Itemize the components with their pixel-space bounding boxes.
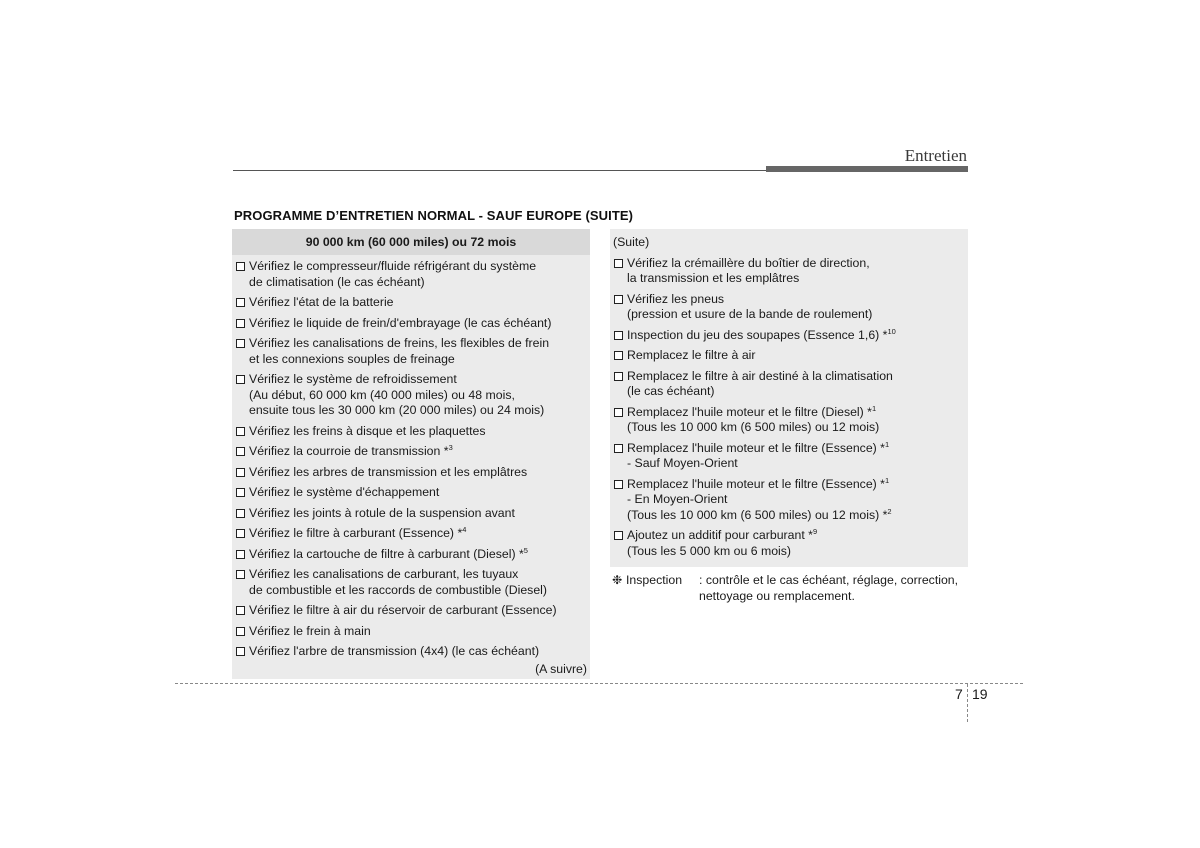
footer-divider — [967, 684, 968, 722]
suite-label: (Suite) — [613, 235, 650, 249]
checklist-item-text — [627, 384, 964, 400]
checklist-line: - En Moyen-Orient — [627, 492, 728, 506]
checkbox-icon — [614, 351, 623, 360]
checkbox-icon — [614, 444, 623, 453]
checklist-item-text — [627, 405, 964, 421]
checklist-line: Vérifiez le liquide de frein/d'embrayage (le cas échéant) — [249, 315, 552, 330]
checklist-line: (Tous les 10 000 km (6 500 miles) ou 12 mois) — [627, 420, 880, 434]
checkbox-icon — [236, 298, 245, 307]
checkbox-icon — [236, 570, 245, 579]
inspection-note — [612, 573, 958, 604]
checklist-item — [232, 444, 590, 460]
checkbox-icon — [614, 372, 623, 381]
checklist-item — [232, 506, 590, 522]
checklist-item-text — [249, 424, 586, 440]
checklist-item — [232, 336, 590, 367]
checklist-item-text — [249, 316, 586, 332]
note-text-line2: nettoyage ou remplacement. — [699, 588, 855, 603]
checklist-line: Vérifiez la cartouche de filtre à carburant (Diesel) * — [249, 546, 524, 561]
checklist-line: Vérifiez le frein à main — [249, 623, 371, 638]
checklist-item-text — [627, 420, 964, 436]
chapter-number: 7 — [955, 686, 963, 702]
checklist-item-text — [249, 526, 586, 542]
checkbox-icon — [236, 468, 245, 477]
checklist-item — [610, 328, 968, 344]
checklist-line: Vérifiez le système de refroidissement — [249, 372, 457, 386]
checklist-item — [232, 485, 590, 501]
checklist-item — [232, 295, 590, 311]
checklist-item-text — [249, 547, 586, 563]
checklist-item-text — [249, 336, 586, 352]
footnote-marker: 1 — [871, 403, 877, 413]
checklist-item — [232, 259, 590, 290]
checklist-item-text — [627, 292, 964, 308]
checklist-line: (pression et usure de la bande de roulement) — [627, 307, 873, 321]
checklist-item-text — [249, 465, 586, 481]
checkbox-icon — [614, 295, 623, 304]
checklist-item — [232, 465, 590, 481]
footnote-marker: 2 — [887, 506, 892, 516]
checklist-item — [610, 405, 968, 436]
footnote-marker: 5 — [523, 545, 528, 555]
checklist-item — [610, 256, 968, 287]
checklist-line: Vérifiez la courroie de transmission * — [249, 444, 449, 458]
checkbox-icon — [236, 375, 245, 384]
checklist-item — [610, 441, 968, 472]
checklist-item-text — [249, 644, 586, 660]
checklist-item-text — [627, 441, 964, 457]
checklist-item-text — [249, 567, 586, 583]
footnote-marker: 1 — [884, 475, 890, 485]
checklist-line: Vérifiez l'arbre de transmission (4x4) (le cas échéant) — [249, 644, 540, 658]
checklist-line: Vérifiez les freins à disque et les plaquettes — [249, 423, 486, 438]
checklist-item-text — [249, 372, 586, 388]
checklist-item-text — [627, 348, 964, 364]
checklist-item — [610, 528, 968, 559]
checklist-line: Vérifiez les arbres de transmission et les emplâtres — [249, 464, 528, 479]
checkbox-icon — [236, 427, 245, 436]
checklist-line: - Sauf Moyen-Orient — [627, 456, 738, 470]
checklist-line: la transmission et les emplâtres — [627, 271, 800, 285]
checklist-line: Remplacez l'huile moteur et le filtre (Essence) * — [627, 440, 885, 455]
checklist-item-text — [627, 456, 964, 472]
checklist-line: Remplacez le filtre à air — [627, 348, 756, 362]
checklist-line: de climatisation (le cas échéant) — [249, 274, 425, 289]
checkbox-icon — [236, 606, 245, 615]
checklist-item-text — [627, 508, 964, 524]
right-checklist — [610, 256, 968, 560]
checklist-line: (Tous les 10 000 km (6 500 miles) ou 12 mois) * — [627, 507, 888, 522]
checklist-item-text — [627, 477, 964, 493]
checklist-line: de combustible et les raccords de combustible (Diesel) — [249, 582, 547, 597]
checklist-item-text — [249, 485, 586, 501]
checklist-item-text — [249, 295, 586, 311]
checklist-item-text — [627, 492, 964, 508]
left-column-heading: 90 000 km (60 000 miles) ou 72 mois — [232, 229, 590, 255]
checklist-item-text — [249, 583, 586, 599]
checklist-item-text — [249, 388, 586, 404]
checkbox-icon — [236, 550, 245, 559]
checklist-item-text — [249, 603, 586, 619]
checklist-item-text — [627, 328, 964, 344]
checkbox-icon — [614, 408, 623, 417]
left-column — [232, 229, 590, 679]
checklist-line: Remplacez le filtre à air destiné à la climatisation — [627, 368, 893, 383]
checklist-item-text — [627, 369, 964, 385]
checklist-line: Vérifiez le filtre à carburant (Essence) * — [249, 526, 463, 540]
checklist-item-text — [627, 307, 964, 323]
checklist-item — [610, 348, 968, 364]
checkbox-icon — [614, 531, 623, 540]
checklist-item — [232, 547, 590, 563]
footnote-marker: 10 — [887, 326, 896, 336]
checklist-item-text — [249, 352, 586, 368]
footnote-marker: 1 — [884, 439, 890, 449]
checklist-item-text — [627, 271, 964, 287]
checklist-item-text — [249, 444, 586, 460]
header-rule-accent — [766, 166, 968, 172]
checklist-item — [232, 567, 590, 598]
checklist-line: Vérifiez les pneus — [627, 291, 725, 306]
checklist-line: ensuite tous les 30 000 km (20 000 miles) ou 24 mois) — [249, 403, 545, 417]
checklist-line: Remplacez l'huile moteur et le filtre (Diesel) * — [627, 404, 872, 419]
checklist-item — [232, 372, 590, 419]
note-symbol: ❉ — [612, 573, 623, 587]
checklist-line: Vérifiez le système d'échappement — [249, 485, 440, 499]
checklist-line: Vérifiez la crémaillère du boîtier de direction, — [627, 255, 870, 270]
checklist-item-text — [249, 624, 586, 640]
checklist-item-text — [249, 506, 586, 522]
page-number: 19 — [972, 686, 988, 702]
checklist-item — [610, 292, 968, 323]
chapter-header-title: Entretien — [904, 146, 967, 165]
checklist-item — [232, 316, 590, 332]
checklist-line: (Tous les 5 000 km ou 6 mois) — [627, 543, 792, 558]
checkbox-icon — [236, 627, 245, 636]
right-column — [610, 229, 968, 567]
checklist-line: (Au début, 60 000 km (40 000 miles) ou 48 mois, — [249, 387, 515, 402]
checklist-item-text — [249, 403, 586, 419]
checklist-line: Vérifiez le filtre à air du réservoir de carburant (Essence) — [249, 603, 557, 617]
checkbox-icon — [236, 339, 245, 348]
checkbox-icon — [614, 259, 623, 268]
checklist-line: et les connexions souples de freinage — [249, 351, 455, 366]
continue-label: (A suivre) — [535, 661, 587, 676]
section-title: PROGRAMME D’ENTRETIEN NORMAL - SAUF EUROPE (SUITE) — [234, 208, 634, 223]
checkbox-icon — [614, 480, 623, 489]
checklist-line: (le cas échéant) — [627, 384, 715, 398]
checklist-item-text — [627, 544, 964, 560]
checklist-item-text — [249, 275, 586, 291]
checkbox-icon — [236, 319, 245, 328]
checkbox-icon — [236, 509, 245, 518]
checklist-item — [232, 424, 590, 440]
note-label: Inspection — [626, 573, 683, 587]
checkbox-icon — [236, 529, 245, 538]
footer-rule — [175, 683, 1023, 684]
checklist-item — [610, 477, 968, 524]
footnote-marker: 9 — [812, 526, 818, 536]
checklist-line: Vérifiez les joints à rotule de la suspension avant — [249, 505, 515, 520]
left-checklist — [232, 259, 590, 660]
checklist-line: Remplacez l'huile moteur et le filtre (Essence) * — [627, 476, 885, 491]
checklist-item — [232, 624, 590, 640]
checklist-line: Inspection du jeu des soupapes (Essence 1,6) * — [627, 327, 888, 342]
checklist-line: Vérifiez le compresseur/fluide réfrigérant du système — [249, 259, 537, 273]
checklist-line: Vérifiez les canalisations de freins, les flexibles de frein — [249, 336, 550, 350]
checkbox-icon — [236, 262, 245, 271]
checklist-line: Vérifiez l'état de la batterie — [249, 295, 394, 309]
checklist-line: Vérifiez les canalisations de carburant, les tuyaux — [249, 567, 519, 581]
footnote-marker: 4 — [462, 524, 467, 534]
checklist-item — [232, 526, 590, 542]
checkbox-icon — [236, 647, 245, 656]
footnote-marker: 3 — [448, 442, 453, 452]
checklist-item — [232, 644, 590, 660]
checklist-item — [232, 603, 590, 619]
checkbox-icon — [614, 331, 623, 340]
note-text-line1: : contrôle et le cas échéant, réglage, correction, — [699, 573, 959, 587]
checklist-item-text — [627, 528, 964, 544]
checkbox-icon — [236, 447, 245, 456]
header-rule — [233, 170, 768, 171]
checklist-item — [610, 369, 968, 400]
checklist-item-text — [627, 256, 964, 272]
checkbox-icon — [236, 488, 245, 497]
checklist-line: Ajoutez un additif pour carburant * — [627, 528, 813, 542]
checklist-item-text — [249, 259, 586, 275]
